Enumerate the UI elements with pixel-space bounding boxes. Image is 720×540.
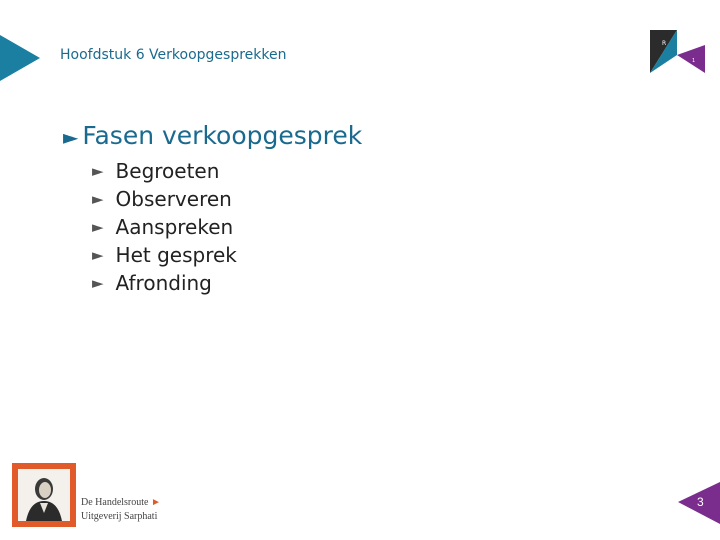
slide-heading <box>63 121 362 150</box>
publisher-line1: De Handelsroute <box>81 497 149 508</box>
list-item-label: Aanspreken <box>115 215 234 239</box>
bullet-arrow-icon: ► <box>92 274 104 292</box>
portrait-icon <box>18 469 70 521</box>
bullet-arrow-icon: ► <box>92 218 104 236</box>
corner-triangle-decoration <box>0 35 40 81</box>
list-item-label: Begroeten <box>115 159 220 183</box>
deco-letter-top: R <box>662 40 667 47</box>
list-item-label: Het gesprek <box>115 243 237 267</box>
publisher-arrow-icon: ► <box>150 497 161 508</box>
list-item <box>92 213 237 241</box>
chapter-title: Hoofdstuk 6 Verkoopgesprekken <box>60 47 287 63</box>
corner-logo-graphic <box>645 25 710 80</box>
publisher-logo <box>12 463 76 527</box>
list-item <box>92 157 237 185</box>
phase-list <box>92 157 237 297</box>
publisher-name <box>81 496 161 524</box>
heading-text: Fasen verkoopgesprek <box>82 121 363 150</box>
bullet-arrow-icon: ► <box>92 246 104 264</box>
deco-letter-bottom: 1 <box>692 58 696 64</box>
list-item <box>92 241 237 269</box>
list-item <box>92 185 237 213</box>
page-number: 3 <box>697 495 704 509</box>
list-item <box>92 269 237 297</box>
heading-arrow-icon: ► <box>63 125 79 149</box>
list-item-label: Afronding <box>115 271 212 295</box>
bullet-arrow-icon: ► <box>92 190 104 208</box>
list-item-label: Observeren <box>115 187 232 211</box>
publisher-line2: Uitgeverij Sarphati <box>81 511 158 522</box>
bullet-arrow-icon: ► <box>92 162 104 180</box>
